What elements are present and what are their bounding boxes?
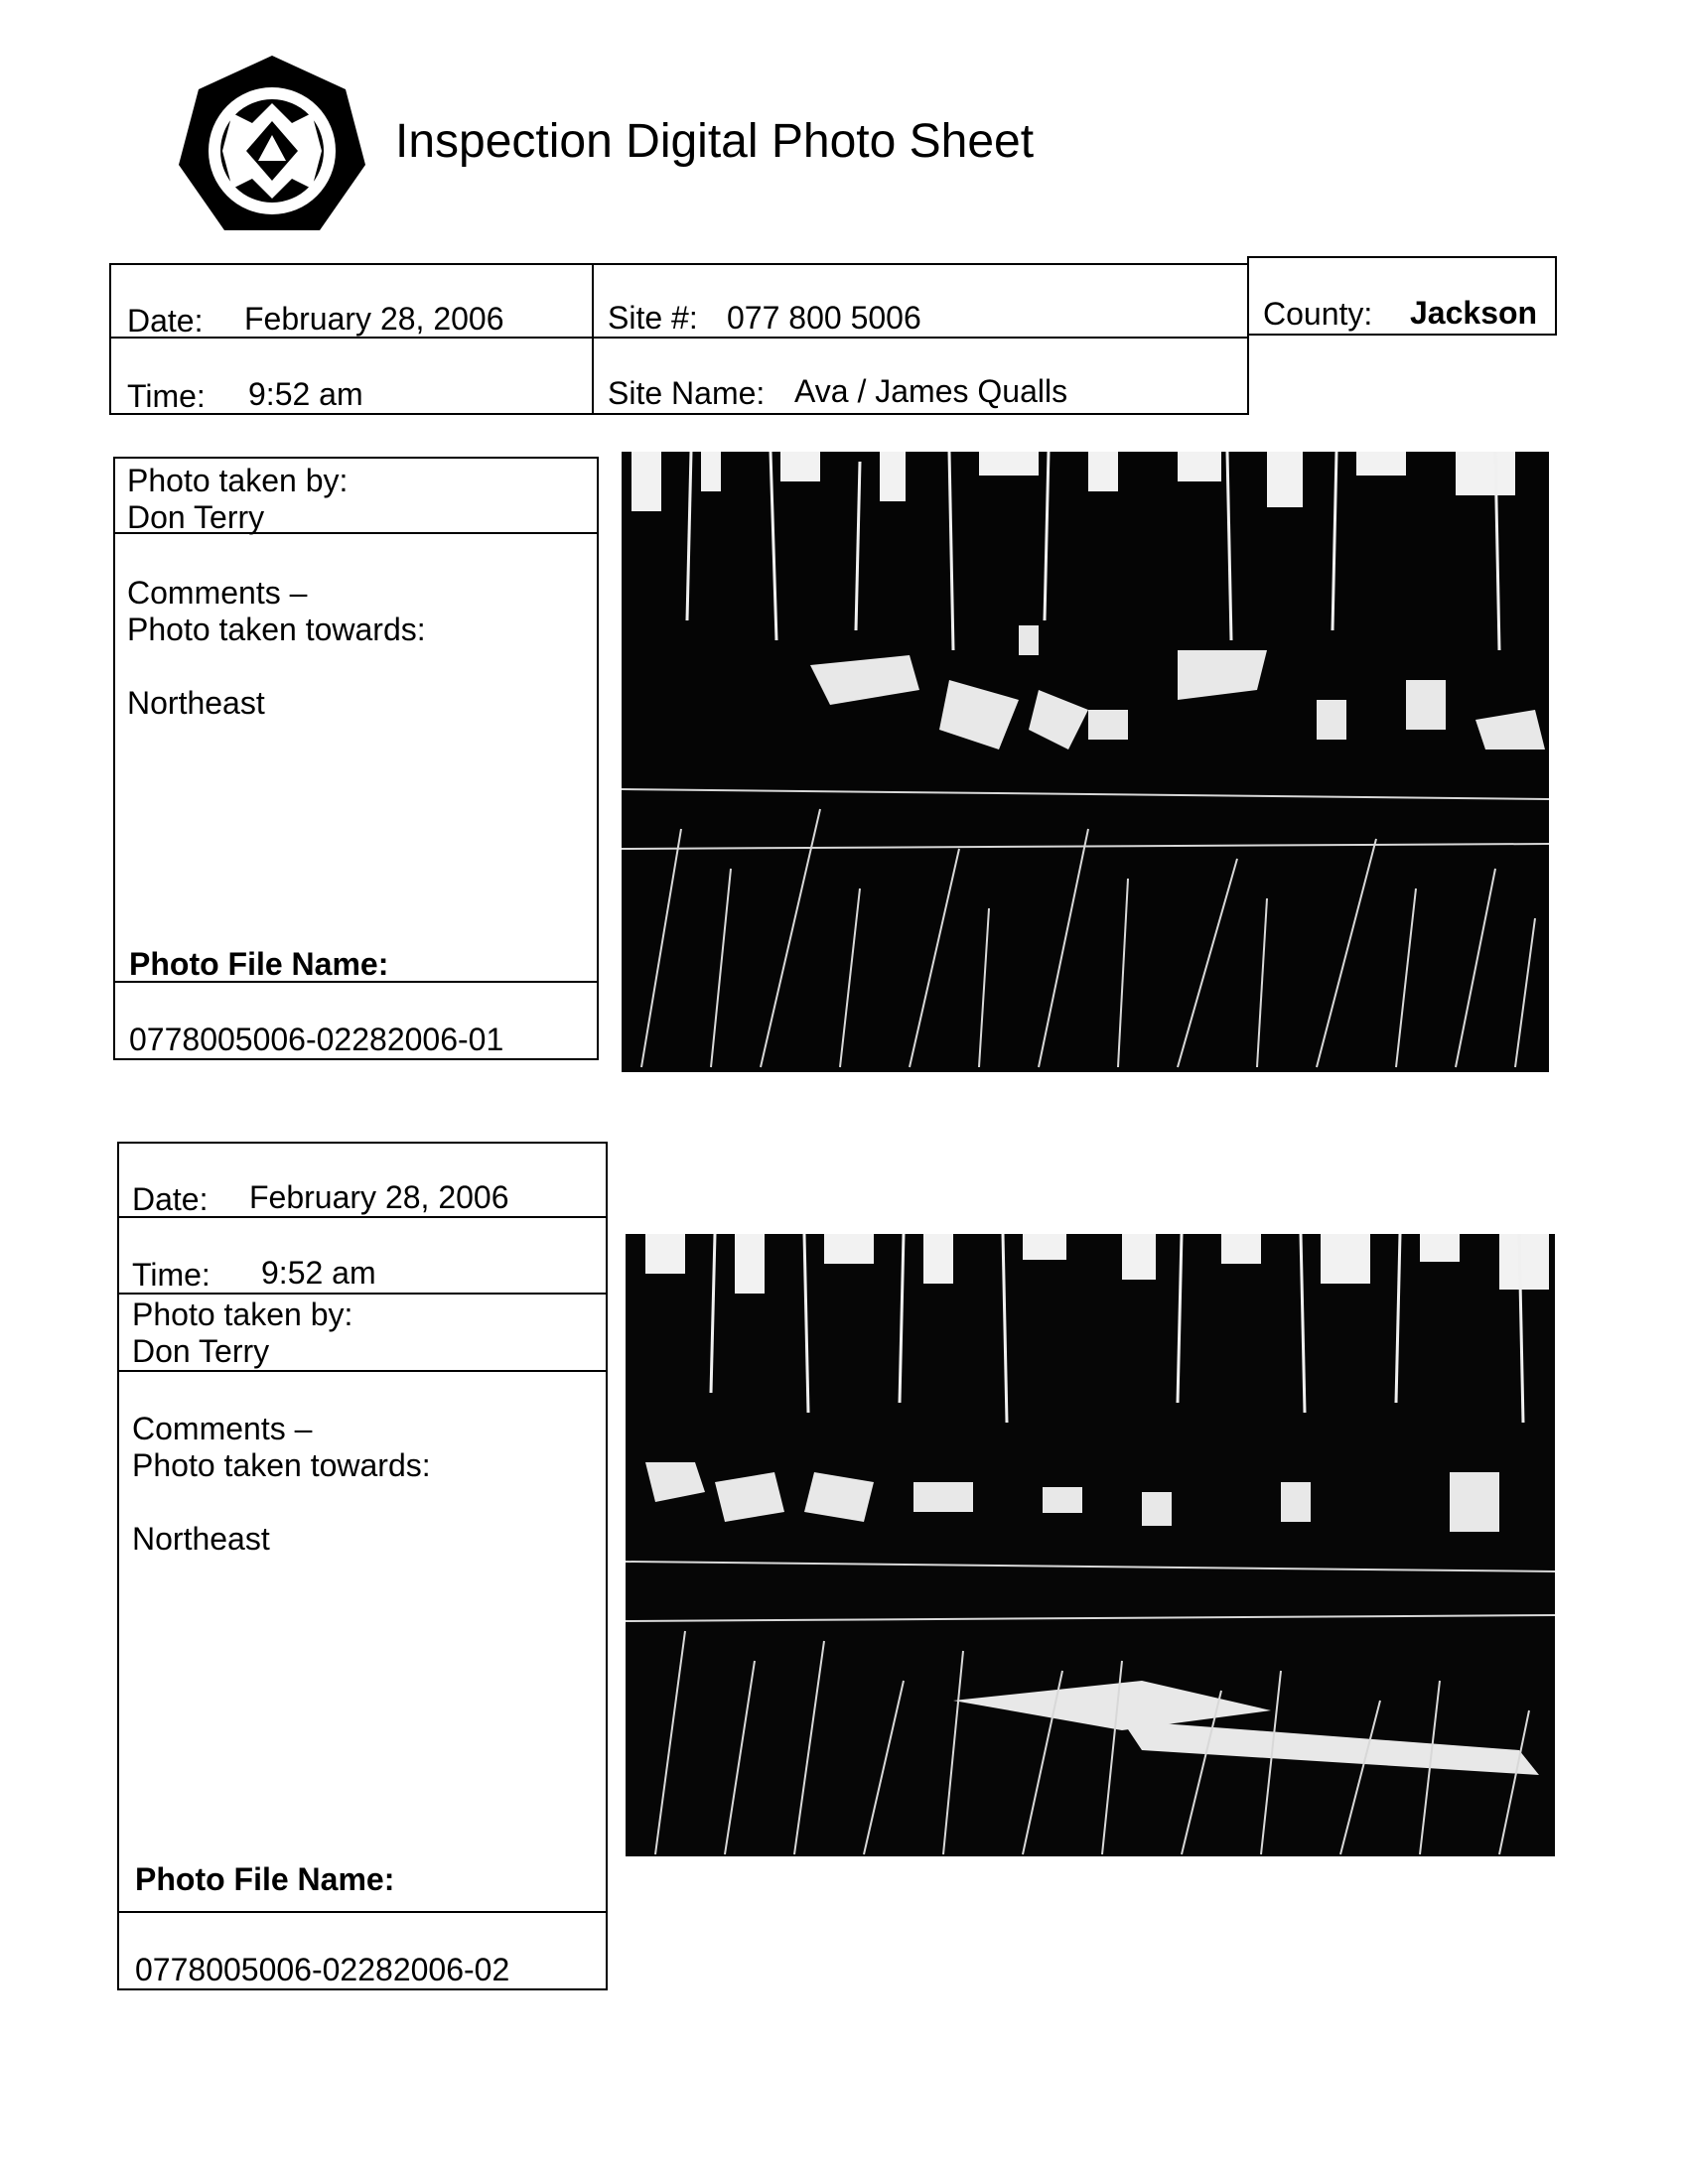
site-number-label: Site #: xyxy=(608,300,698,336)
photo-1-file-name: 0778005006-02282006-01 xyxy=(129,1022,504,1057)
page-title: Inspection Digital Photo Sheet xyxy=(395,115,1035,168)
photo-2-image xyxy=(626,1234,1555,1856)
site-name-label: Site Name: xyxy=(608,375,766,411)
date-value: February 28, 2006 xyxy=(244,301,504,337)
info-table-divider xyxy=(109,337,1249,339)
site-name-value: Ava / James Qualls xyxy=(794,373,1068,409)
photo-1-file-name-label: Photo File Name: xyxy=(129,946,389,982)
photo-2-direction: Northeast xyxy=(132,1521,270,1557)
photo-2-divider xyxy=(117,1911,608,1913)
photo-2-file-name-label: Photo File Name: xyxy=(135,1861,395,1897)
photo-2-towards-label: Photo taken towards: xyxy=(132,1447,431,1483)
date-label: Date: xyxy=(127,303,204,339)
photo-1-taken-by-label: Photo taken by: xyxy=(127,463,349,498)
photo-2-divider xyxy=(117,1370,608,1372)
photo-1-taken-by: Don Terry xyxy=(127,499,265,535)
info-table-divider xyxy=(592,263,594,415)
time-value: 9:52 am xyxy=(248,376,363,412)
photo-2-taken-by-label: Photo taken by: xyxy=(132,1297,353,1332)
photo-1-direction: Northeast xyxy=(127,685,265,721)
photo-2-taken-by: Don Terry xyxy=(132,1333,270,1369)
county-label: County: xyxy=(1263,296,1373,332)
photo-2-file-name: 0778005006-02282006-02 xyxy=(135,1952,510,1987)
time-label: Time: xyxy=(127,378,206,414)
photo-2-date-value: February 28, 2006 xyxy=(249,1179,509,1215)
photo-1-image xyxy=(622,452,1549,1072)
photo-2-divider xyxy=(117,1293,608,1295)
photo-2-date-label: Date: xyxy=(132,1181,209,1217)
photo-2-comments-label: Comments – xyxy=(132,1411,313,1446)
photo-2-time-value: 9:52 am xyxy=(261,1255,376,1291)
photo-1-comments-label: Comments – xyxy=(127,575,308,611)
agency-emblem-icon xyxy=(175,52,369,246)
photo-1-towards-label: Photo taken towards: xyxy=(127,612,426,647)
site-number-value: 077 800 5006 xyxy=(727,300,921,336)
county-value: Jackson xyxy=(1410,295,1538,331)
photo-2-time-label: Time: xyxy=(132,1257,210,1293)
